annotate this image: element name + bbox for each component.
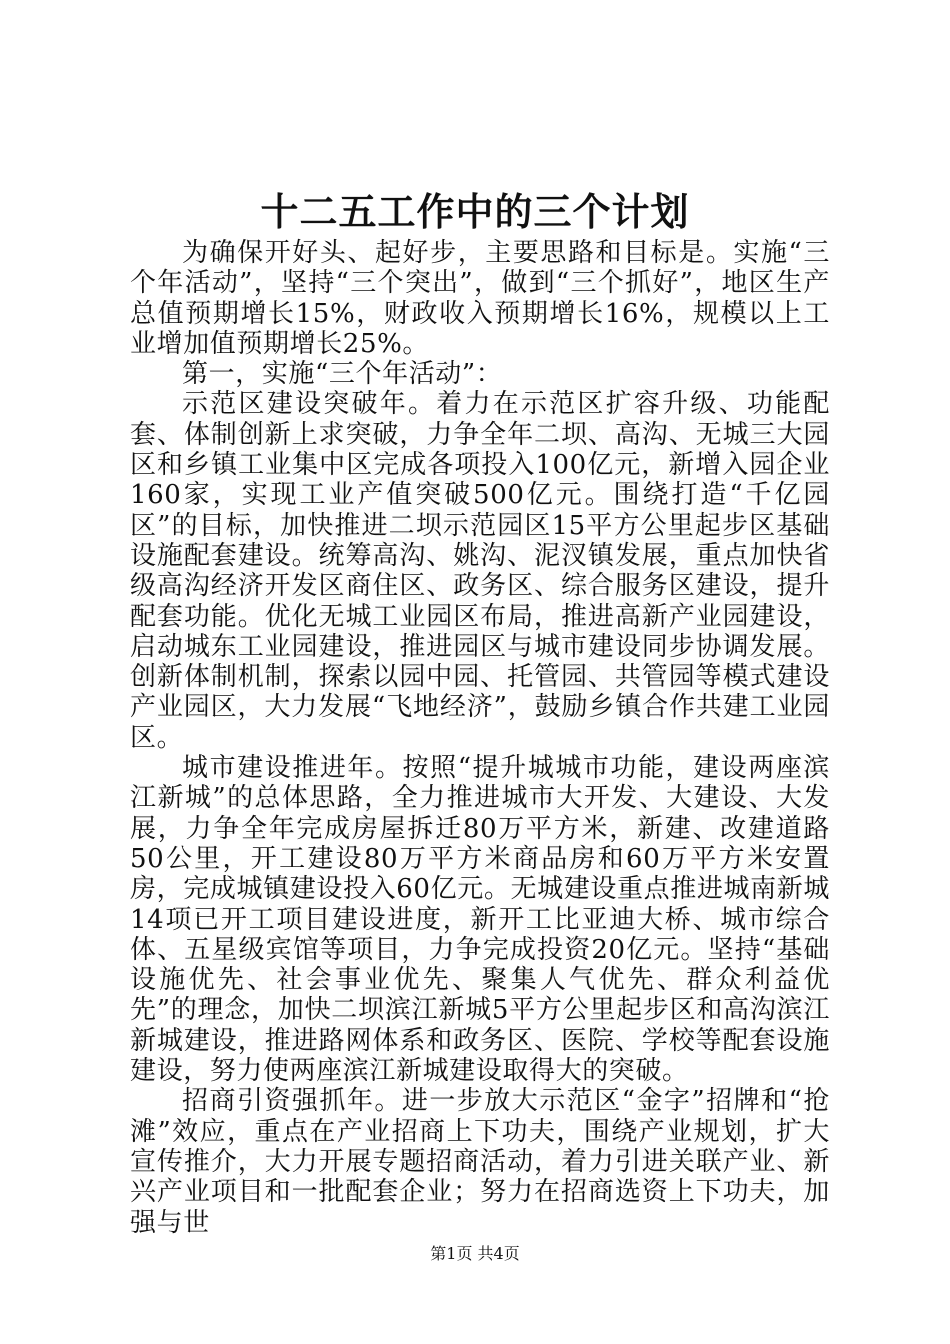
paragraph-intro: 为确保开好头、起好步，主要思路和目标是。实施“三个年活动”，坚持“三个突出”，做到“三个抓好”，地区生产总值预期增长15%，财政收入预期增长16%，规模以上工业增加值预期增长25%。	[130, 238, 830, 359]
paragraph-demo-zone: 示范区建设突破年。着力在示范区扩容升级、功能配套、体制创新上求突破，力争全年二坝、高沟、无城三大园区和乡镇工业集中区完成各项投入100亿元，新增入园企业160家，实现工业产值突破500亿元。围绕打造“千亿园区”的目标，加快推进二坝示范园区15平方公里起步区基础设施配套建设。统筹高沟、姚沟、泥汊镇发展，重点加快省级高沟经济开发区商住区、政务区、综合服务区建设，提升配套功能。优化无城工业园区布局，推进高新产业园建设，启动城东工业园建设，推进园区与城市建设同步协调发展。创新体制机制，探索以园中园、托管园、共管园等模式建设产业园区，大力发展“飞地经济”，鼓励乡镇合作共建工业园区。	[130, 389, 830, 753]
paragraph-section-heading: 第一，实施“三个年活动”：	[182, 359, 503, 390]
document-body	[130, 238, 830, 1238]
document-title: 十二五工作中的三个计划	[260, 189, 690, 234]
paragraph-investment: 招商引资强抓年。进一步放大示范区“金字”招牌和“抢滩”效应，重点在产业招商上下功夫，围绕产业规划，扩大宣传推介，大力开展专题招商活动，着力引进关联产业、新兴产业项目和一批配套企业；努力在招商选资上下功夫，加强与世	[130, 1086, 830, 1238]
paragraph-city-construction: 城市建设推进年。按照“提升城城市功能，建设两座滨江新城”的总体思路，全力推进城市大开发、大建设、大发展，力争全年完成房屋拆迁80万平方米，新建、改建道路50公里，开工建设80万平方米商品房和60万平方米安置房，完成城镇建设投入60亿元。无城建设重点推进城南新城14项已开工项目建设进度，新开工比亚迪大桥、城市综合体、五星级宾馆等项目，力争完成投资20亿元。坚持“基础设施优先、社会事业优先、聚集人气优先、群众利益优先”的理念，加快二坝滨江新城5平方公里起步区和高沟滨江新城建设，推进路网体系和政务区、医院、学校等配套设施建设，努力使两座滨江新城建设取得大的突破。	[130, 753, 830, 1087]
page-number-footer: 第1页 共4页	[430, 1244, 520, 1263]
